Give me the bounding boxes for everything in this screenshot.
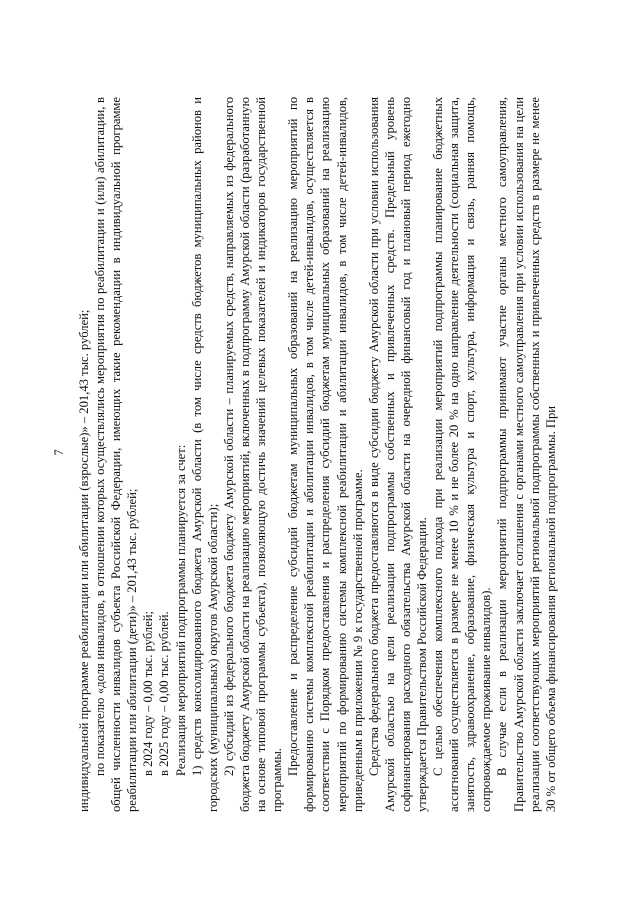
paragraph: индивидуальной программе реабилитации или абилитации (взрослые)» – 201,43 тыс. рублей; xyxy=(77,309,91,812)
paragraph: в 2025 году – 0,00 тыс. рублей. xyxy=(157,611,172,776)
paragraph: В случае если в реализации мероприятий подпрограммы принимают участие органы местного самоуправления, Правительство Амурской области заключает соглашения с органами местного самоуправления при условии использования на цели реализации соответствующих мероприятий региональной подпрограммы собственных и привлеченных средств в размере не менее 30 % от общего объема финансирования региональной подпрограммы. При xyxy=(495,97,558,812)
paragraph: С целью обеспечения комплексного подхода при реализации мероприятий подпрограммы планирование бюджетных ассигнований осуществляется в размере не менее 10 % и не более 20 % на одно направление деятельности (социальная защита, занятость, здравоохранение, образование, физическая культура и спорт, культура, информация и связь, ранняя помощь, сопровождаемое проживание инвалидов). xyxy=(431,97,494,812)
paragraph: Реализация мероприятий подпрограммы планируется за счет: xyxy=(173,444,188,776)
page-number: 7 xyxy=(52,449,66,456)
paragraph: Средства федерального бюджета предоставляются в виде субсидии бюджету Амурской области при условии использования Амурской областью на цели реализации подпрограммы собственных и привлеченных средств. Предельный уровень софинансирования расходного обязательства Амурской области на очередной финансовый год и плановый период ежегодно утверждается Правительством Российской Федерации. xyxy=(366,97,429,812)
document-body xyxy=(76,97,559,812)
paragraph: Предоставление и распределение субсидий бюджетам муниципальных образований на реализацию мероприятий по формированию системы комплексной реабилитации и абилитации инвалидов, в том числе детей-инвалидов, осуществляется в соответствии с Порядком предоставления и распределения субсидий бюджетам муниципальных образований на реализацию мероприятий по формированию системы комплексной реабилитации и абилитации инвалидов, в том числе детей-инвалидов, приведенным в приложении № 9 к государственной программе. xyxy=(286,97,365,812)
paragraph: 2) субсидий из федерального бюджета бюджету Амурской области – планируемых средств, направляемых из федерального бюджета бюджету Амурской области на реализацию мероприятий, включенных в подпрограмму Амурской области (разработанную на основе типовой программы субъекта), позволяющую достичь значений целевых показателей и индикаторов государственной программы. xyxy=(221,97,285,812)
paragraph: 1) средств консолидированного бюджета Амурской области (в том числе средств бюджетов муниципальных районов и городских (муниципальных) округов Амурской области); xyxy=(189,97,220,812)
paragraph: по показателю «доля инвалидов, в отношении которых осуществлялись мероприятия по реабилитации и (или) абилитации, в общей численности инвалидов субъекта Российской Федерации, имеющих такие рекомендации в индивидуальной программе реабилитации или абилитации (дети)» – 201,43 тыс. рублей; xyxy=(93,97,140,812)
paragraph: в 2024 году – 0,00 тыс. рублей; xyxy=(141,610,156,776)
